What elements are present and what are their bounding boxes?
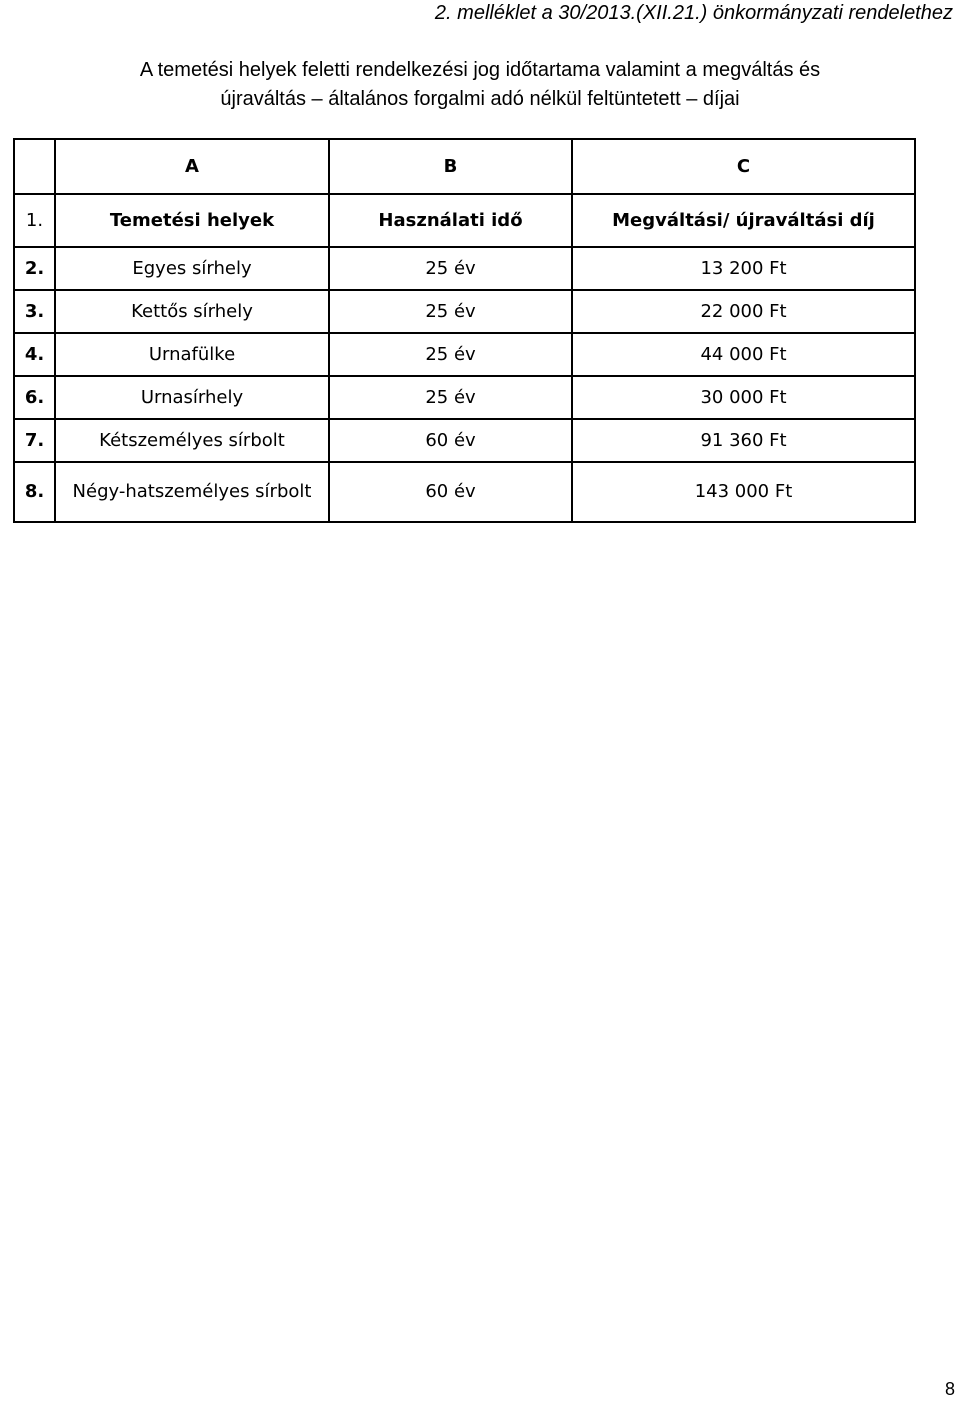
page-number: 8	[944, 1379, 955, 1399]
annex-reference: 2. melléklet a 30/2013.(XII.21.) önkormányzati rendelethez	[434, 2, 953, 24]
column-letter-row	[14, 139, 915, 194]
usage-period: 60 év	[329, 462, 572, 522]
table-header-row	[14, 194, 915, 247]
burial-place: Négy-hatszemélyes sírbolt	[55, 462, 329, 522]
usage-period: 25 év	[329, 290, 572, 333]
header-usage-period: Használati idő	[329, 194, 572, 247]
header-row-number: 1.	[14, 194, 55, 247]
fee: 22 000 Ft	[572, 290, 915, 333]
table-row	[14, 462, 915, 522]
burial-place: Urnasírhely	[55, 376, 329, 419]
document-title	[0, 56, 960, 114]
burial-place: Kétszemélyes sírbolt	[55, 419, 329, 462]
column-letter-a: A	[55, 139, 329, 194]
row-number: 4.	[14, 333, 55, 376]
fee: 143 000 Ft	[572, 462, 915, 522]
column-letter-c: C	[572, 139, 915, 194]
row-number: 6.	[14, 376, 55, 419]
fee: 13 200 Ft	[572, 247, 915, 290]
burial-place: Urnafülke	[55, 333, 329, 376]
fee: 91 360 Ft	[572, 419, 915, 462]
row-number: 7.	[14, 419, 55, 462]
usage-period: 25 év	[329, 247, 572, 290]
burial-fees-table	[13, 138, 916, 523]
usage-period: 25 év	[329, 333, 572, 376]
row-number: 2.	[14, 247, 55, 290]
row-number: 8.	[14, 462, 55, 522]
title-line-2: újraváltás – általános forgalmi adó nélkül feltüntetett – díjai	[220, 88, 740, 110]
column-letter-empty	[14, 139, 55, 194]
table-row	[14, 333, 915, 376]
header-burial-place: Temetési helyek	[55, 194, 329, 247]
title-line-1: A temetési helyek feletti rendelkezési jog időtartama valamint a megváltás és	[139, 59, 821, 81]
column-letter-b: B	[329, 139, 572, 194]
table-row	[14, 419, 915, 462]
burial-place: Egyes sírhely	[55, 247, 329, 290]
usage-period: 60 év	[329, 419, 572, 462]
table-row	[14, 376, 915, 419]
table-row	[14, 247, 915, 290]
header-fee: Megváltási/ újraváltási díj	[572, 194, 915, 247]
usage-period: 25 év	[329, 376, 572, 419]
fee: 44 000 Ft	[572, 333, 915, 376]
row-number: 3.	[14, 290, 55, 333]
burial-place: Kettős sírhely	[55, 290, 329, 333]
table-row	[14, 290, 915, 333]
fee: 30 000 Ft	[572, 376, 915, 419]
